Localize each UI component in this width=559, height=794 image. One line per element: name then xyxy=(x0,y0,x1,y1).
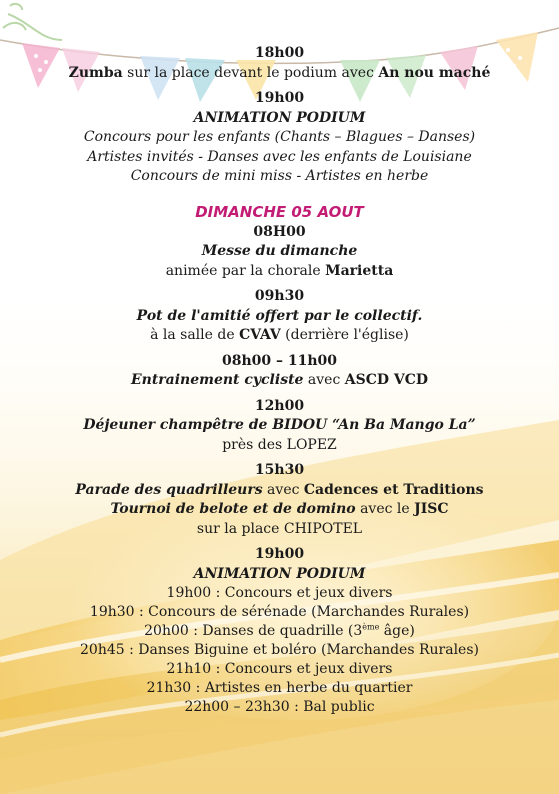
podium-line-1: Concours pour les enfants (Chants – Blagues – Danses) xyxy=(83,129,476,145)
mass-subtitle xyxy=(0,262,559,282)
evening-title: ANIMATION PODIUM xyxy=(193,565,366,582)
parade-line xyxy=(0,481,559,501)
time-pot: 09h30 xyxy=(254,288,305,304)
cycling-line xyxy=(0,371,559,391)
pot-venue-note: (derrière l'église) xyxy=(280,327,409,343)
zumba-line xyxy=(0,64,559,84)
time-cycling: 08h00 – 11h00 xyxy=(221,352,338,369)
cycling-club: ASCD VCD xyxy=(344,372,429,388)
tournament-line xyxy=(0,500,559,520)
schedule-item: 20h45 : Danses Biguine et boléro (Marchandes Rurales) xyxy=(80,642,479,658)
tournament-club: JISC xyxy=(414,501,449,517)
parade-title: Parade des quadrilleurs xyxy=(75,481,263,498)
time-lunch: 12h00 xyxy=(254,397,305,414)
choir-name: Marietta xyxy=(325,262,394,279)
tournament-with: avec le xyxy=(355,501,415,517)
schedule-item: 21h30 : Artistes en herbe du quartier xyxy=(146,680,413,696)
schedule-quadrille-tail: âge) xyxy=(379,623,415,639)
schedule-item: 19h30 : Concours de sérénade (Marchandes Rurales) xyxy=(89,604,470,620)
mass-sub-text: animée par la chorale xyxy=(165,262,326,279)
cycling-title: Entrainement cycliste xyxy=(130,372,304,388)
parade-location: sur la place CHIPOTEL xyxy=(196,520,363,537)
podium-line-3: Concours de mini miss - Artistes en herbe xyxy=(130,168,429,184)
lunch-location: près des LOPEZ xyxy=(222,436,337,453)
pot-venue: CVAV xyxy=(239,327,281,343)
pot-subtitle xyxy=(0,326,559,346)
zumba-location: sur la place devant le podium avec xyxy=(122,64,379,81)
pot-sub-text: à la salle de xyxy=(150,327,240,343)
mass-title: Messe du dimanche xyxy=(201,243,358,259)
parade-group: Cadences et Traditions xyxy=(303,481,484,498)
schedule-item: 19h00 : Concours et jeux divers xyxy=(166,585,393,601)
parade-with: avec xyxy=(262,481,304,498)
lunch-title: Déjeuner champêtre de BIDOU “An Ba Mango La” xyxy=(83,417,476,433)
schedule-item: 21h10 : Concours et jeux divers xyxy=(166,661,393,677)
day-heading: DIMANCHE 05 AOUT xyxy=(195,202,364,221)
ordinal-superscript: ème xyxy=(362,622,380,632)
cycling-with: avec xyxy=(303,372,345,388)
time-19h00: 19h00 xyxy=(254,90,305,106)
time-evening: 19h00 xyxy=(254,546,305,562)
zumba-label: Zumba xyxy=(68,64,123,81)
zumba-group: An nou maché xyxy=(378,64,491,81)
tournament-title: Tournoi de belote et de domino xyxy=(110,501,356,517)
evening-schedule xyxy=(0,584,559,717)
schedule-quadrille-text: 20h00 : Danses de quadrille (3 xyxy=(144,623,363,639)
schedule-item: 22h00 – 23h30 : Bal public xyxy=(184,699,375,715)
time-18h00: 18h00 xyxy=(254,45,305,61)
podium-line-2: Artistes invités - Danses avec les enfants de Louisiane xyxy=(87,148,472,165)
schedule-item-quadrille xyxy=(0,622,559,641)
time-parade: 15h30 xyxy=(254,462,305,478)
pot-title: Pot de l'amitié offert par le collectif. xyxy=(136,307,423,324)
time-mass: 08H00 xyxy=(253,223,306,240)
program-content xyxy=(0,44,559,717)
animation-podium-title: ANIMATION PODIUM xyxy=(193,109,366,126)
